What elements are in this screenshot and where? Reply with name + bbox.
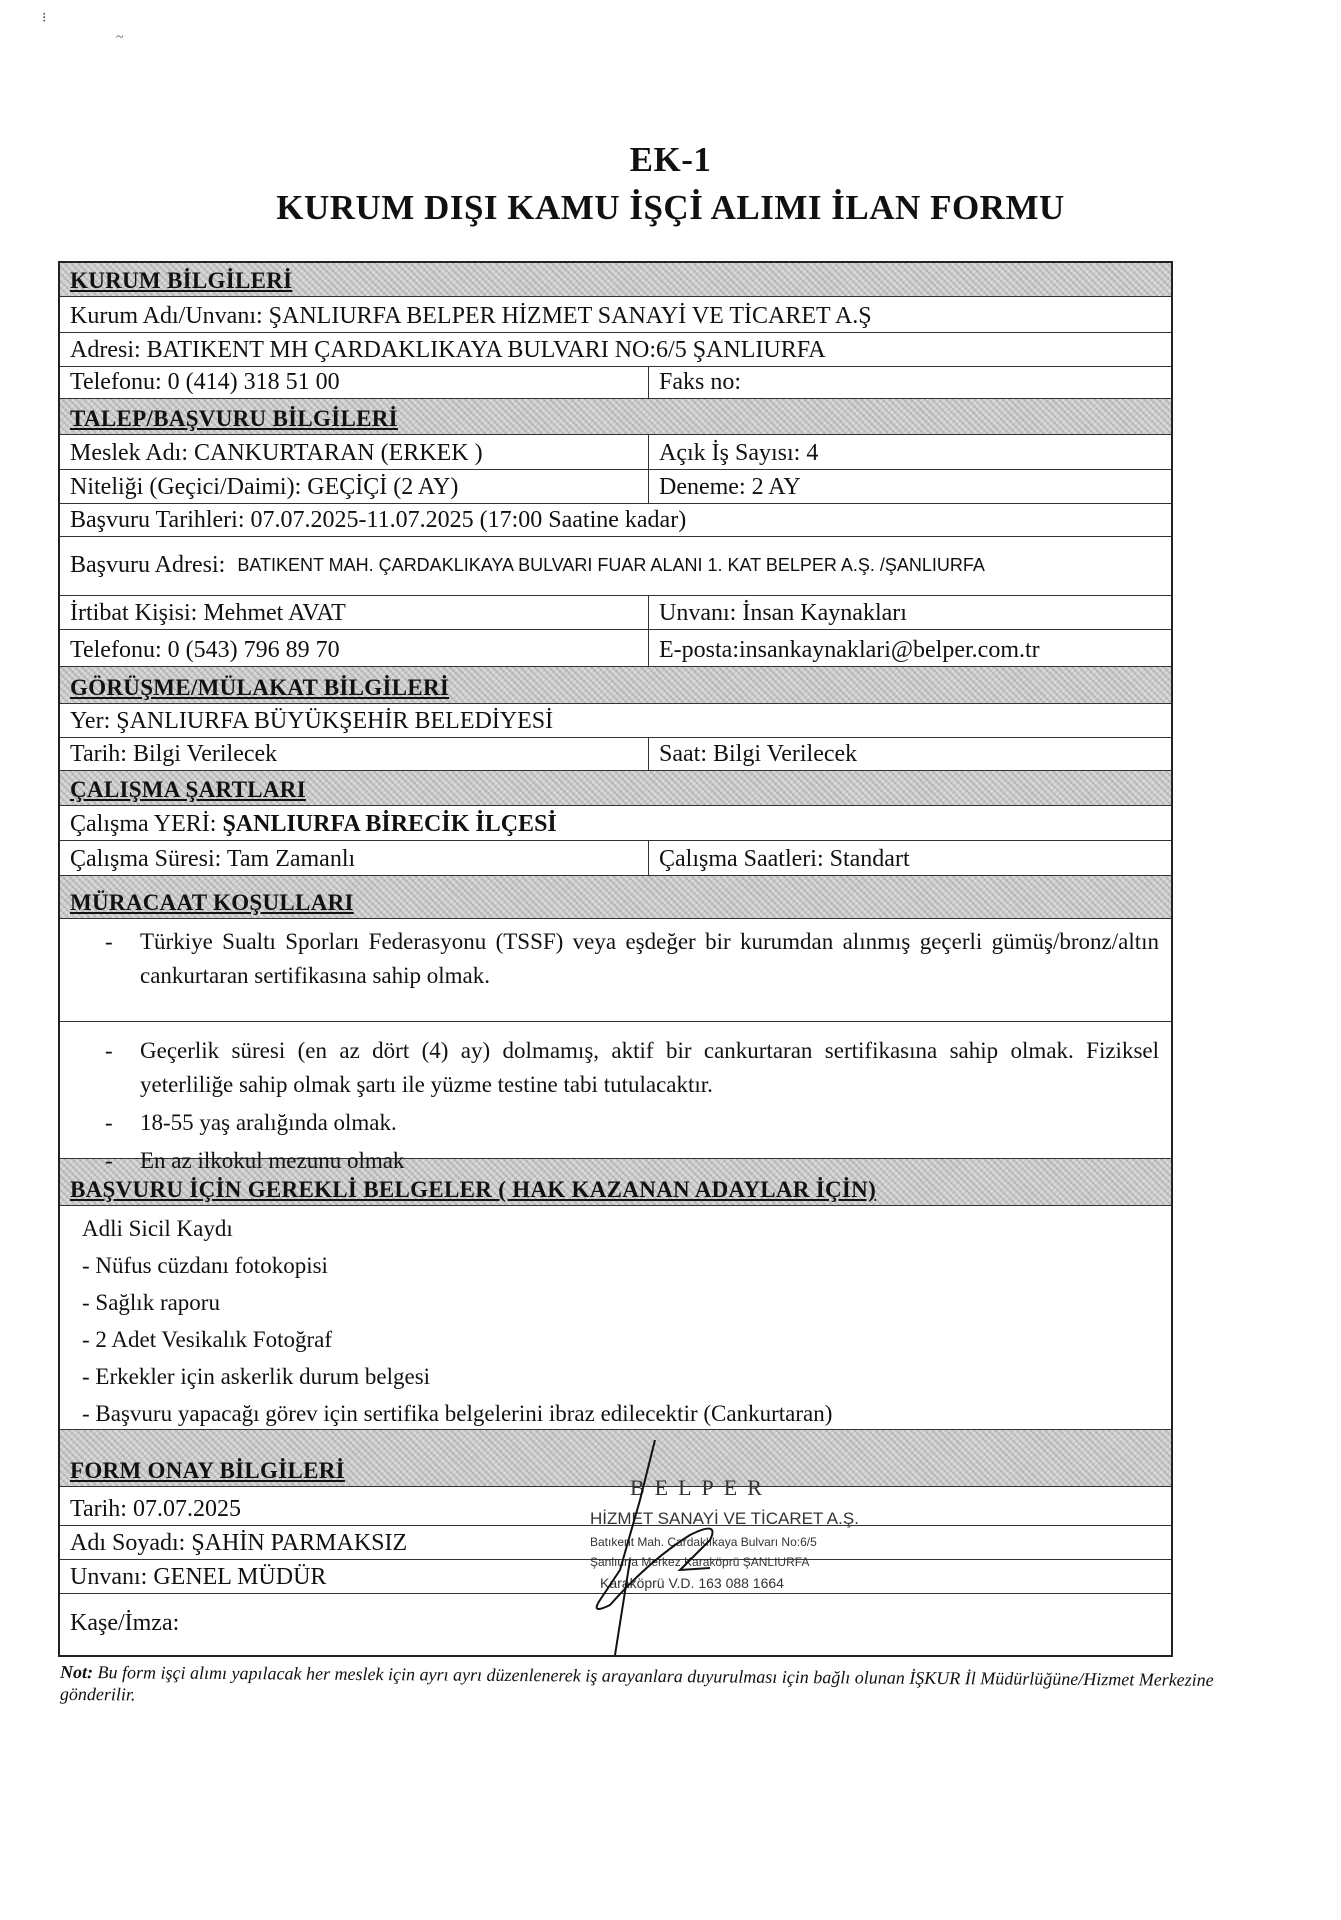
section-talep bbox=[60, 399, 1171, 435]
basvuru-adresi-label: Başvuru Adresi: bbox=[70, 551, 226, 578]
condition-item: - Geçerlik süresi (en az dört (4) ay) dolmamış, aktif bir cankurtaran sertifikasına sahip olmak. Fiziksel yeterliliğe sahip olmak şartı ile yüzme testine tabi tutulacaktır. bbox=[105, 1038, 1159, 1097]
condition-text: Geçerlik süresi (en az dört (4) ay) dolmamış, aktif bir cankurtaran sertifikasına sahip olmak. Fiziksel yeterliliğe sahip olmak şartı ile yüzme testine tabi tutulacaktır. bbox=[140, 1038, 1159, 1097]
section-heading: KURUM BİLGİLERİ bbox=[70, 268, 293, 293]
calisma-yeri-label: Çalışma YERİ: bbox=[70, 811, 217, 837]
gorusme-yer: Yer: ŞANLIURFA BÜYÜKŞEHİR BELEDİYESİ bbox=[70, 708, 554, 734]
footnote-text: Bu form işçi alımı yapılacak her meslek için ayrı ayrı düzenlenerek iş arayanlara duyurulması için bağlı olunan İŞKUR İl Müdürlüğüne/Hizmet Merkezine gönderilir. bbox=[59, 1662, 1214, 1705]
basvuru-adresi-value: BATIKENT MAH. ÇARDAKLIKAYA BULVARI FUAR ALANI 1. KAT BELPER A.Ş. /ŞANLIURFA bbox=[237, 554, 985, 575]
page-title: KURUM DIŞI KAMU İŞÇİ ALIMI İLAN FORMU bbox=[276, 188, 1065, 227]
document-item: - Erkekler için askerlik durum belgesi bbox=[82, 1364, 431, 1389]
footnote bbox=[60, 1661, 1240, 1713]
calisma-yeri bbox=[60, 806, 1171, 840]
acik-is-sayisi: Açık İş Sayısı: 4 bbox=[659, 440, 819, 466]
onay-tarih: Tarih: 07.07.2025 bbox=[70, 1496, 241, 1522]
section-heading: BAŞVURU İÇİN GEREKLİ BELGELER ( HAK KAZANAN ADAYLAR İÇİN) bbox=[70, 1177, 877, 1202]
onay-adi-soyadi: Adı Soyadı: ŞAHİN PARMAKSIZ bbox=[70, 1530, 408, 1556]
basvuru-tarihleri: Başvuru Tarihleri: 07.07.2025-11.07.2025 (17:00 Saatine kadar) bbox=[70, 507, 687, 533]
document-item: - 2 Adet Vesikalık Fotoğraf bbox=[82, 1327, 332, 1352]
section-calisma bbox=[60, 771, 1171, 806]
signature bbox=[560, 1440, 760, 1660]
document-item: - Nüfus cüzdanı fotokopisi bbox=[82, 1253, 328, 1278]
gorusme-saat: Saat: Bilgi Verilecek bbox=[659, 741, 858, 767]
calisma-saatleri: Çalışma Saatleri: Standart bbox=[659, 846, 910, 872]
stamp-line: BELPER bbox=[630, 1475, 772, 1500]
document-item: - Başvuru yapacağı görev için sertifika belgelerini ibraz edilecektir (Cankurtaran) bbox=[82, 1401, 833, 1426]
stamp-line: Batıkent Mah. Çardaklıkaya Bulvarı No:6/5 bbox=[590, 1535, 817, 1549]
section-heading: ÇALIŞMA ŞARTLARI bbox=[70, 777, 306, 802]
scan-mark: ~ bbox=[116, 30, 124, 45]
calisma-suresi: Çalışma Süresi: Tam Zamanlı bbox=[60, 841, 649, 875]
conditions-list bbox=[60, 919, 1171, 1173]
niteligi: Niteliği (Geçici/Daimi): GEÇİÇİ (2 AY) bbox=[60, 470, 649, 503]
section-heading: TALEP/BAŞVURU BİLGİLERİ bbox=[70, 406, 398, 431]
gorusme-tarih: Tarih: Bilgi Verilecek bbox=[60, 738, 649, 770]
document-item: Adli Sicil Kaydı bbox=[82, 1216, 233, 1241]
stamp-line: Karaköprü V.D. 163 088 1664 bbox=[600, 1575, 784, 1591]
basvuru-adresi bbox=[60, 537, 1171, 595]
deneme: Deneme: 2 AY bbox=[659, 474, 801, 500]
condition-item: - Türkiye Sualtı Sporları Federasyonu (TSSF) veya eşdeğer bir kurumdan alınmış geçerli gümüş/bronz/altın cankurtaran sertifikasına sahip olmak. bbox=[60, 919, 1171, 1022]
irtibat-unvan: Unvanı: İnsan Kaynakları bbox=[659, 600, 907, 626]
document-item: - Sağlık raporu bbox=[82, 1290, 220, 1315]
section-muracaat bbox=[60, 876, 1171, 919]
stamp-line: HİZMET SANAYİ VE TİCARET A.Ş. bbox=[590, 1509, 859, 1528]
kurum-adres: Adresi: BATIKENT MH ÇARDAKLIKAYA BULVARI NO:6/5 ŞANLIURFA bbox=[70, 337, 826, 363]
section-kurum bbox=[60, 263, 1171, 297]
condition-text: Türkiye Sualtı Sporları Federasyonu (TSSF) veya eşdeğer bir kurumdan alınmış geçerli gümüş/bronz/altın cankurtaran sertifikasına sahip olmak. bbox=[140, 929, 1159, 988]
condition-text: En az ilkokul mezunu olmak bbox=[140, 1148, 405, 1173]
calisma-yeri-value: ŞANLIURFA BİRECİK İLÇESİ bbox=[222, 811, 557, 837]
kurum-faks: Faks no: bbox=[659, 369, 742, 395]
irtibat-telefon: Telefonu: 0 (543) 796 89 70 bbox=[60, 630, 649, 666]
kurum-adi: Kurum Adı/Unvanı: ŞANLIURFA BELPER HİZMET SANAYİ VE TİCARET A.Ş bbox=[70, 303, 872, 329]
section-heading: GÖRÜŞME/MÜLAKAT BİLGİLERİ bbox=[70, 675, 450, 700]
form-code: EK-1 bbox=[629, 140, 712, 179]
footnote-label: Not: bbox=[60, 1661, 94, 1683]
section-heading: MÜRACAAT KOŞULLARI bbox=[70, 890, 354, 915]
kase-imza: Kaşe/İmza: bbox=[70, 1610, 180, 1636]
irtibat-kisisi: İrtibat Kişisi: Mehmet AVAT bbox=[60, 596, 649, 629]
condition-item: - En az ilkokul mezunu olmak bbox=[105, 1148, 405, 1173]
condition-text: 18-55 yaş aralığında olmak. bbox=[140, 1110, 397, 1135]
kurum-telefon: Telefonu: 0 (414) 318 51 00 bbox=[60, 367, 649, 398]
onay-unvan: Unvanı: GENEL MÜDÜR bbox=[70, 1564, 327, 1590]
scan-mark: ⁝ bbox=[42, 11, 47, 26]
condition-item: - 18-55 yaş aralığında olmak. bbox=[105, 1110, 397, 1135]
documents-list bbox=[60, 1206, 1171, 1430]
section-gorusme bbox=[60, 667, 1171, 704]
stamp-line: Şanlıurfa Merkez Karaköprü ŞANLIURFA bbox=[590, 1555, 810, 1569]
irtibat-eposta: E-posta:insankaynaklari@belper.com.tr bbox=[659, 637, 1040, 663]
section-heading: FORM ONAY BİLGİLERİ bbox=[70, 1458, 345, 1483]
meslek-adi: Meslek Adı: CANKURTARAN (ERKEK ) bbox=[60, 435, 649, 469]
